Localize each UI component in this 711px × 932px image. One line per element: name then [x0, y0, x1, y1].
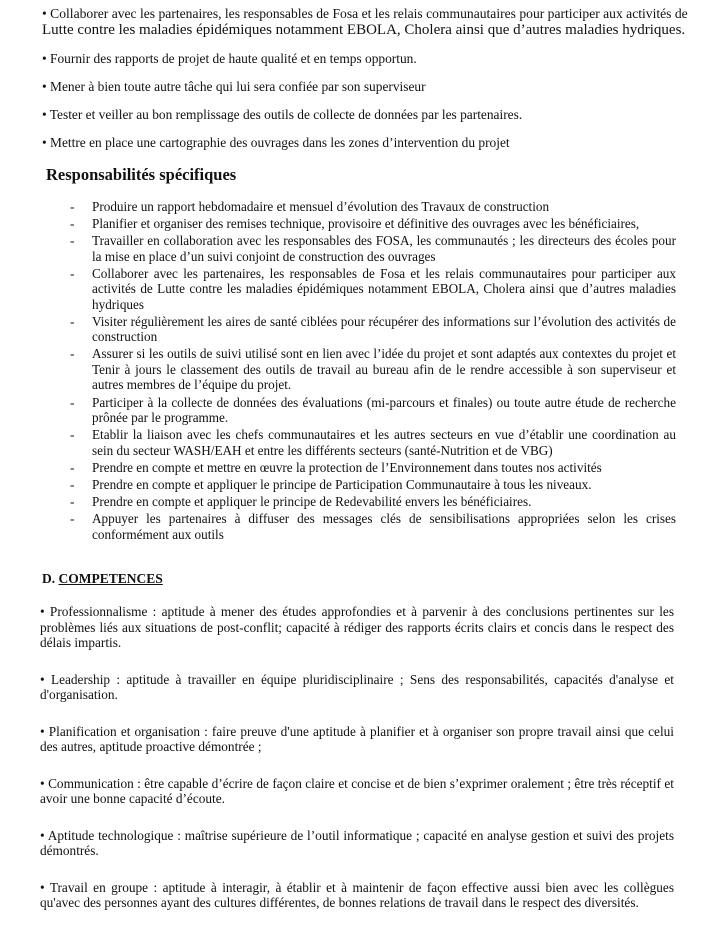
list-item: - Etablir la liaison avec les chefs communautaires et les autres secteurs en vue d’établir une coordination au sein du secteur WASH/EAH et entre les différents secteurs (santé-Nutrition et de VBG) [70, 427, 676, 458]
list-item: - Prendre en compte et mettre en œuvre la protection de l’Environnement dans toutes nos activités [70, 460, 676, 476]
top-bullet-item: • Mettre en place une cartographie des ouvrages dans les zones d’intervention du projet [42, 135, 510, 150]
list-item: - Travailler en collaboration avec les responsables des FOSA, les communautés ; les directeurs des écoles pour la mise en place d’un suivi conjoint de construction des ouvrages [70, 233, 676, 264]
list-item: - Visiter régulièrement les aires de santé ciblées pour récupérer des informations sur l’évolution des activités de construction [70, 314, 676, 345]
top-bullet-item: • Fournir des rapports de projet de haute qualité et en temps opportun. [42, 51, 417, 66]
top-bullet-item [42, 6, 692, 39]
top-bullet-list [42, 6, 692, 163]
list-item: - Prendre en compte et appliquer le principe de Participation Communautaire à tous les niveaux. [70, 477, 676, 493]
list-item: - Prendre en compte et appliquer le principe de Redevabilité envers les bénéficiaires. [70, 494, 676, 510]
competences-title: COMPETENCES [58, 571, 163, 586]
list-item: - Participer à la collecte de données des évaluations (mi-parcours et finales) ou toute autre étude de recherche prônée par le programme. [70, 395, 676, 426]
top-bullet-item: • Mener à bien toute autre tâche qui lui sera confiée par son superviseur [42, 79, 426, 94]
competence-item: • Leadership : aptitude à travailler en équipe pluridisciplinaire ; Sens des responsabilités, capacités d'analyse et d'organisation. [40, 671, 674, 702]
list-item: - Assurer si les outils de suivi utilisé sont en lien avec l’idée du projet et sont adaptés aux contextes du projet et Tenir à jours le classement des outils de travail au bureau afin de le rendre accessible à son superviseur et autres membres de l’équipe du projet. [70, 346, 676, 393]
top-bullet-item: • Tester et veiller au bon remplissage des outils de collecte de données par les partenaires. [42, 107, 523, 122]
list-item: - Produire un rapport hebdomadaire et mensuel d’évolution des Travaux de construction [70, 199, 676, 215]
responsabilites-list [70, 199, 676, 544]
competence-item: • Travail en groupe : aptitude à interagir, à établir et à maintenir de façon effective aussi bien avec les collègues qu'avec des personnes ayant des cultures différentes, de bonnes relations de travail dans le respect des diversités. [40, 879, 674, 910]
responsabilites-heading: Responsabilités spécifiques [46, 165, 237, 184]
competence-item: • Aptitude technologique : maîtrise supérieure de l’outil informatique ; capacité en analyse gestion et suivi des projets démontrés. [40, 827, 674, 858]
list-item: - Planifier et organiser des remises technique, provisoire et définitive des ouvrages avec les bénéficiaires, [70, 216, 676, 232]
competence-item: • Planification et organisation : faire preuve d'une aptitude à planifier et à organiser son propre travail ainsi que celui des autres, aptitude proactive démontrée ; [40, 723, 674, 754]
competences-heading [42, 571, 163, 587]
competence-item: • Communication : être capable d’écrire de façon claire et concise et de bien s’exprimer oralement ; être très réceptif et avoir une bonne capacité d’écoute. [40, 775, 674, 806]
list-item: - Collaborer avec les partenaires, les responsables de Fosa et les relais communautaires pour participer aux activités de Lutte contre les maladies épidémiques notamment EBOLA, Cholera ainsi que d’autres maladies hydriques [70, 266, 676, 313]
competences-list [40, 604, 674, 932]
top-bullet-line2: Lutte contre les maladies épidémiques notamment EBOLA, Cholera ainsi que d’autres maladies hydriques. [42, 22, 686, 38]
competence-item: • Professionnalisme : aptitude à mener des études approfondies et à parvenir à des conclusions pertinentes sur les problèmes liés aux situations de post-conflit; capacité à rédiger des rapports écrits clairs et concis dans le respect des délais impartis. [40, 604, 674, 650]
top-bullet-line1: • Collaborer avec les partenaires, les responsables de Fosa et les relais communautaires pour participer aux activités de [42, 6, 688, 21]
section-prefix: D. [42, 571, 59, 586]
list-item: - Appuyer les partenaires à diffuser des messages clés de sensibilisations appropriées selon les crises conformément aux outils [70, 511, 676, 542]
